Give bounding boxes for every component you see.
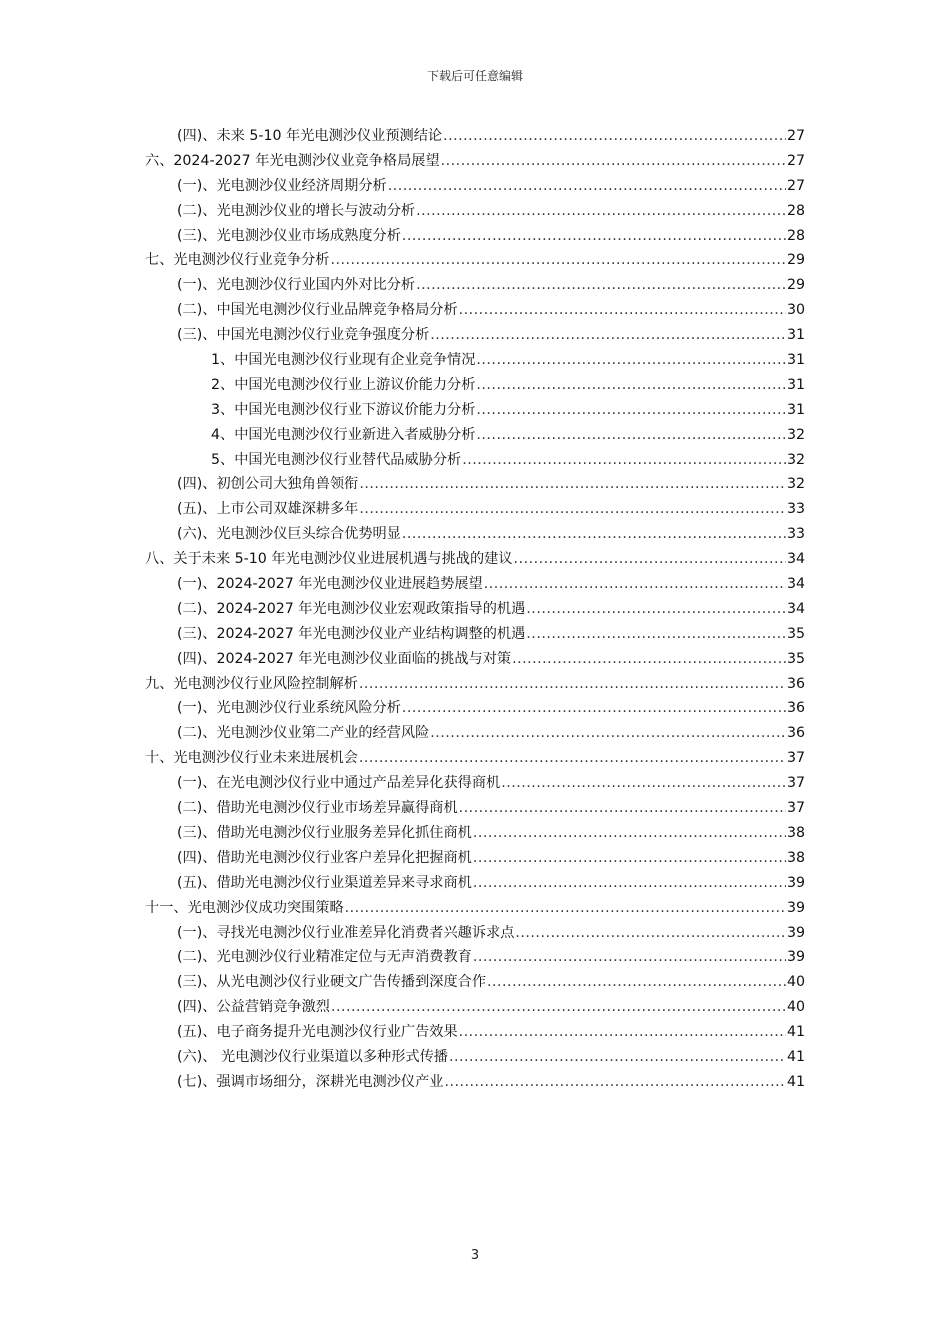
toc-entry-page: 37 [786,750,805,767]
toc-entry[interactable] [145,473,805,498]
toc-entry[interactable] [145,922,805,947]
toc-entry-title: (六)、光电测沙仪巨头综合优势明显 [177,526,401,543]
toc-entry-page: 31 [786,352,805,369]
toc-entry-title: (一)、光电测沙仪行业系统风险分析 [177,700,401,717]
toc-entry[interactable] [145,1046,805,1071]
toc-entry-title: 2、中国光电测沙仪行业上游议价能力分析 [211,376,476,393]
toc-entry[interactable] [145,598,805,623]
toc-dot-leader [515,925,786,941]
toc-entry-page: 32 [786,451,805,468]
toc-entry-title: (二)、光电测沙仪行业精准定位与无声消费教育 [177,949,472,966]
toc-dot-leader [359,676,786,692]
toc-dot-leader [476,427,786,443]
toc-dot-leader [402,700,786,716]
toc-entry-title: 3、中国光电测沙仪行业下游议价能力分析 [211,401,476,418]
toc-entry[interactable] [145,847,805,872]
toc-dot-leader [345,900,786,916]
toc-entry-title: (二)、借助光电测沙仪行业市场差异赢得商机 [177,800,458,817]
toc-entry-title: (四)、初创公司大独角兽领衔 [177,476,359,493]
toc-entry[interactable] [145,772,805,797]
toc-entry-title: (四)、2024-2027 年光电测沙仪业面临的挑战与对策 [177,650,512,667]
toc-entry-page: 38 [786,849,805,866]
toc-entry-page: 38 [786,824,805,841]
toc-entry[interactable] [145,125,805,150]
toc-dot-leader [441,153,786,169]
toc-dot-leader [462,452,786,468]
toc-dot-leader [359,476,786,492]
header-note: 下载后可任意编辑 [426,69,523,83]
toc-entry-page: 41 [786,1073,805,1090]
toc-entry-title: 七、光电测沙仪行业竞争分析 [145,252,330,269]
toc-entry[interactable] [145,897,805,922]
toc-entry[interactable] [145,399,805,424]
toc-entry[interactable] [145,697,805,722]
toc-dot-leader [430,327,786,343]
toc-entry-page: 27 [786,128,805,144]
toc-dot-leader [444,1074,785,1090]
toc-entry-page: 35 [786,625,805,642]
toc-entry-title: (一)、在光电测沙仪行业中通过产品差异化获得商机 [177,775,501,792]
toc-entry-title: (二)、中国光电测沙仪行业品牌竞争格局分析 [177,302,458,319]
toc-entry-page: 27 [786,152,805,169]
toc-entry[interactable] [145,200,805,225]
toc-entry-title: (三)、借助光电测沙仪行业服务差异化抓住商机 [177,824,472,841]
toc-entry-page: 39 [786,874,805,891]
toc-entry-page: 37 [786,775,805,792]
toc-entry-page: 31 [786,376,805,393]
toc-entry-page: 40 [786,999,805,1016]
toc-entry-page: 33 [786,501,805,518]
toc-entry[interactable] [145,324,805,349]
toc-dot-leader [416,203,786,219]
page-number: 3 [470,1248,480,1263]
toc-entry-page: 30 [786,302,805,319]
toc-entry-page: 41 [786,1048,805,1065]
toc-entry[interactable] [145,374,805,399]
toc-entry-title: (四)、借助光电测沙仪行业客户差异化把握商机 [177,849,472,866]
toc-dot-leader [459,1024,786,1040]
toc-entry-title: (三)、从光电测沙仪行业硬文广告传播到深度合作 [177,974,487,991]
toc-entry-title: (三)、2024-2027 年光电测沙仪业产业结构调整的机遇 [177,625,526,642]
toc-dot-leader [476,402,786,418]
toc-entry[interactable] [145,872,805,897]
toc-dot-leader [331,999,786,1015]
toc-entry[interactable] [145,523,805,548]
toc-dot-leader [449,1049,786,1065]
toc-entry[interactable] [145,797,805,822]
toc-entry-title: (五)、借助光电测沙仪行业渠道差异来寻求商机 [177,874,472,891]
toc-entry-title: (一)、光电测沙仪行业国内外对比分析 [177,277,416,294]
toc-entry[interactable] [145,573,805,598]
toc-entry[interactable] [145,498,805,523]
toc-dot-leader [388,178,786,194]
toc-dot-leader [402,228,786,244]
toc-entry-title: 六、2024-2027 年光电测沙仪业竞争格局展望 [145,152,440,169]
toc-entry-page: 31 [786,401,805,418]
toc-entry[interactable] [145,299,805,324]
toc-entry[interactable] [145,946,805,971]
toc-entry[interactable] [145,225,805,250]
toc-entry-page: 28 [786,202,805,219]
toc-entry-page: 40 [786,974,805,991]
toc-entry-title: 十一、光电测沙仪成功突围策略 [145,899,344,916]
toc-dot-leader [430,725,786,741]
toc-entry-title: (五)、电子商务提升光电测沙仪行业广告效果 [177,1024,458,1041]
toc-entry[interactable] [145,673,805,698]
toc-entry-title: (五)、上市公司双雄深耕多年 [177,501,359,518]
toc-entry[interactable] [145,822,805,847]
toc-entry[interactable] [145,175,805,200]
toc-dot-leader [473,875,786,891]
toc-dot-leader [526,601,786,617]
toc-entry[interactable] [145,424,805,449]
toc-entry-title: (七)、强调市场细分，深耕光电测沙仪产业 [177,1073,444,1090]
toc-entry-title: (三)、中国光电测沙仪行业竞争强度分析 [177,327,430,344]
toc-entry-page: 39 [786,899,805,916]
toc-entry-title: (一)、寻找光电测沙仪行业准差异化消费者兴趣诉求点 [177,924,515,941]
toc-entry[interactable] [145,996,805,1021]
toc-entry[interactable] [145,249,805,274]
toc-dot-leader [459,302,786,318]
toc-entry[interactable] [145,1071,805,1096]
toc-entry[interactable] [145,722,805,747]
toc-entry[interactable] [145,648,805,673]
toc-entry-title: 九、光电测沙仪行业风险控制解析 [145,675,358,692]
toc-entry-page: 29 [786,252,805,269]
toc-entry[interactable] [145,548,805,573]
toc-dot-leader [402,526,786,542]
toc-dot-leader [443,128,786,144]
toc-entry-page: 36 [786,675,805,692]
toc-entry-title: (四)、未来 5-10 年光电测沙仪业预测结论 [177,128,443,144]
toc-entry-title: (二)、光电测沙仪业第二产业的经营风险 [177,725,430,742]
toc-entry-page: 39 [786,949,805,966]
toc-entry-title: 八、关于未来 5-10 年光电测沙仪业进展机遇与挑战的建议 [145,551,513,568]
toc-dot-leader [476,352,786,368]
toc-entry[interactable] [145,623,805,648]
toc-entry-page: 39 [786,924,805,941]
toc-entry[interactable] [145,747,805,772]
toc-entry-page: 37 [786,800,805,817]
toc-dot-leader [476,377,786,393]
toc-entry-page: 33 [786,526,805,543]
toc-entry-page: 31 [786,327,805,344]
toc-dot-leader [514,551,786,567]
toc-entry-title: 4、中国光电测沙仪行业新进入者威胁分析 [211,426,476,443]
toc-dot-leader [359,750,786,766]
toc-entry-title: (二)、光电测沙仪业的增长与波动分析 [177,202,416,219]
toc-entry[interactable] [145,274,805,299]
toc-dot-leader [512,651,786,667]
toc-entry-page: 41 [786,1024,805,1041]
toc-entry-page: 27 [786,177,805,194]
toc-entry[interactable] [145,150,805,175]
toc-entry-title: 十、光电测沙仪行业未来进展机会 [145,750,358,767]
toc-dot-leader [359,501,786,517]
toc-entry-title: (二)、2024-2027 年光电测沙仪业宏观政策指导的机遇 [177,600,526,617]
toc-dot-leader [484,576,786,592]
toc-entry-title: 5、中国光电测沙仪行业替代品威胁分析 [211,451,462,468]
toc-entry-title: (一)、光电测沙仪业经济周期分析 [177,177,387,194]
toc-dot-leader [473,949,786,965]
toc-entry[interactable] [145,971,805,996]
toc-entry-page: 36 [786,725,805,742]
toc-dot-leader [526,626,786,642]
toc-dot-leader [459,800,786,816]
toc-entry-title: (三)、光电测沙仪业市场成熟度分析 [177,227,401,244]
toc-entry-page: 35 [786,650,805,667]
toc-entry[interactable] [145,449,805,474]
toc-entry-title: 1、中国光电测沙仪行业现有企业竞争情况 [211,352,476,369]
toc-dot-leader [473,825,786,841]
toc-entry-page: 28 [786,227,805,244]
toc-entry-page: 32 [786,476,805,493]
toc-entry-title: (一)、2024-2027 年光电测沙仪业进展趋势展望 [177,576,483,593]
toc-dot-leader [473,850,786,866]
toc-entry-title: (四)、公益营销竞争激烈 [177,999,330,1016]
toc-entry-page: 29 [786,277,805,294]
toc-entry[interactable] [145,1021,805,1046]
toc-dot-leader [330,252,785,268]
toc-dot-leader [501,775,786,791]
toc-entry-page: 32 [786,426,805,443]
toc-entry[interactable] [145,349,805,374]
table-of-contents [145,125,805,1096]
toc-dot-leader [487,974,786,990]
toc-entry-page: 34 [786,551,805,568]
toc-dot-leader [416,277,786,293]
toc-entry-page: 34 [786,600,805,617]
toc-entry-title: (六)、 光电测沙仪行业渠道以多种形式传播 [177,1048,448,1065]
toc-entry-page: 34 [786,576,805,593]
toc-entry-page: 36 [786,700,805,717]
